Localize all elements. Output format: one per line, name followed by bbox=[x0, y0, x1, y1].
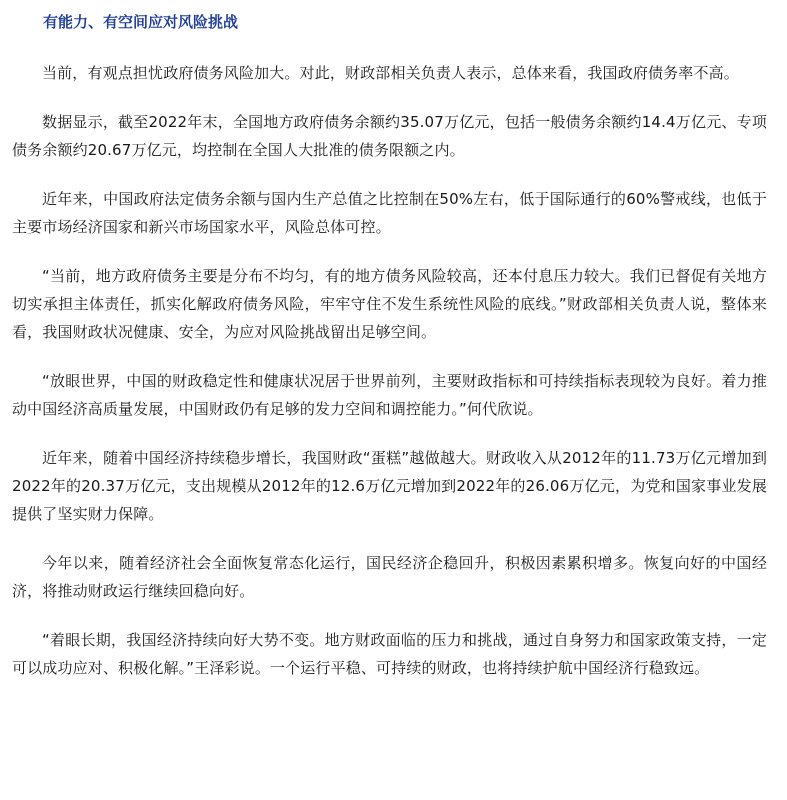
paragraph-4: “当前，地方政府债务主要是分布不均匀，有的地方债务风险较高，还本付息压力较大。我们已督促有关地方切实承担主体责任，抓实化解政府债务风险，牢牢守住不发生系统性风险的底线。”财政部相关负责人说，整体来看，我国财政状况健康、安全，为应对风险挑战留出足够空间。 bbox=[12, 267, 767, 341]
paragraph-5: “放眼世界，中国的财政稳定性和健康状况居于世界前列，主要财政指标和可持续指标表现较为良好。着力推动中国经济高质量发展，中国财政仍有足够的发力空间和调控能力。”何代欣说。 bbox=[12, 372, 767, 418]
paragraph-1: 当前，有观点担忧政府债务风险加大。对此，财政部相关负责人表示，总体来看，我国政府债务率不高。 bbox=[42, 64, 739, 82]
article-heading: 有能力、有空间应对风险挑战 bbox=[43, 13, 239, 31]
paragraph-3: 近年来，中国政府法定债务余额与国内生产总值之比控制在50%左右，低于国际通行的60%警戒线，也低于主要市场经济国家和新兴市场国家水平，风险总体可控。 bbox=[12, 190, 767, 236]
paragraph-6: 近年来，随着中国经济持续稳步增长，我国财政“蛋糕”越做越大。财政收入从2012年的11.73万亿元增加到2022年的20.37万亿元，支出规模从2012年的12.6万亿元增加到2022年的26.06万亿元，为党和国家事业发展提供了坚实财力保障。 bbox=[12, 449, 767, 523]
paragraph-7: 今年以来，随着经济社会全面恢复常态化运行，国民经济企稳回升，积极因素累积增多。恢复向好的中国经济，将推动财政运行继续回稳向好。 bbox=[12, 554, 767, 600]
paragraph-2: 数据显示，截至2022年末，全国地方政府债务余额约35.07万亿元，包括一般债务余额约14.4万亿元、专项债务余额约20.67万亿元，均控制在全国人大批准的债务限额之内。 bbox=[12, 113, 767, 159]
paragraph-8: “着眼长期，我国经济持续向好大势不变。地方财政面临的压力和挑战，通过自身努力和国家政策支持，一定可以成功应对、积极化解。”王泽彩说。一个运行平稳、可持续的财政，也将持续护航中国经济行稳致远。 bbox=[12, 631, 767, 677]
